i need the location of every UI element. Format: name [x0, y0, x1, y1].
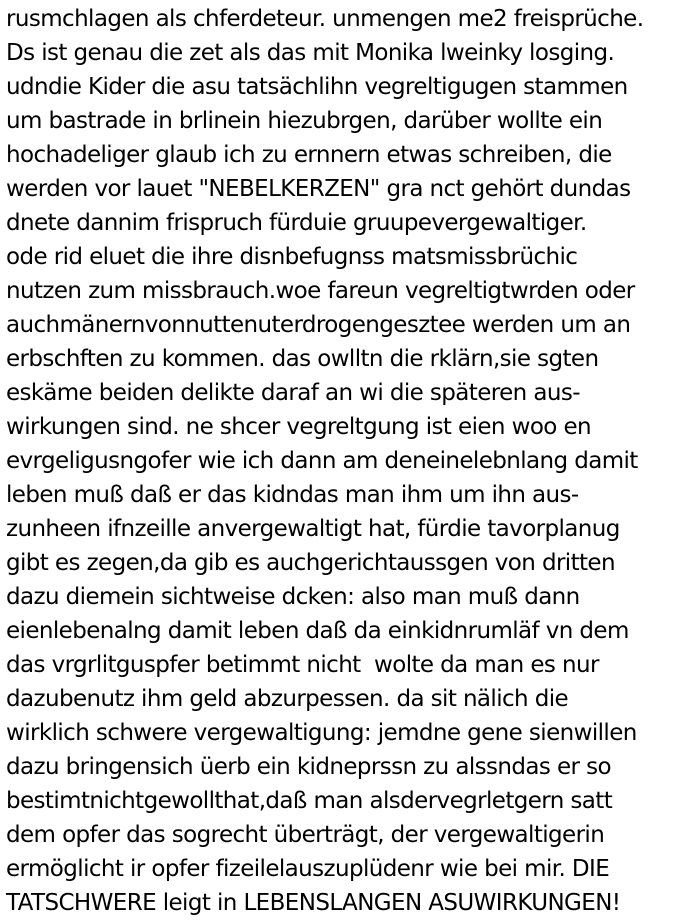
text-line: das vrgrlitguspfer betimmt nicht wolte da man es nur: [6, 652, 599, 678]
text-line: dazu bringensich üerb ein kidneprssn zu alssndas er so: [6, 754, 611, 780]
text-line: erbschften zu kommen. das owlltn die rklärn,sie sgten: [6, 346, 599, 372]
text-line: auchmänernvonnuttenuterdrogengesztee werden um an: [6, 312, 631, 338]
text-line: wirkungen sind. ne shcer vegreltgung ist eien woo en: [6, 414, 592, 440]
text-line: bestimtnichtgewollthat,daß man alsdervegrletgern satt: [6, 788, 613, 814]
text-line: hochadeliger glaub ich zu ernnern etwas schreiben, die: [6, 142, 612, 168]
text-line: gibt es zegen,da gib es auchgerichtaussgen von dritten: [6, 550, 615, 576]
text-line: ermöglicht ir opfer fizeilelauszuplüdenr wie bei mir. DIE: [6, 856, 610, 882]
text-line: dazu diemein sichtweise dcken: also man muß dann: [6, 584, 580, 610]
text-line: nutzen zum missbrauch.woe fareun vegreltigtwrden oder: [6, 278, 635, 304]
text-line: TATSCHWERE leigt in LEBENSLANGEN ASUWIRKUNGEN!: [6, 890, 621, 916]
text-line: rusmchlagen als chferdeteur. unmengen me2 freisprüche.: [6, 6, 644, 32]
text-line: ode rid eluet die ihre disnbefugnss matsmissbrüchic: [6, 244, 578, 270]
text-line: wirklich schwere vergewaltigung: jemdne gene sienwillen: [6, 720, 637, 746]
text-line: evrgeligusngofer wie ich dann am deneinelebnlang damit: [6, 448, 638, 474]
document-text-block: [6, 2, 682, 920]
text-line: dem opfer das sogrecht überträgt, der vergewaltigerin: [6, 822, 605, 848]
text-line: udndie Kider die asu tatsächlihn vegreltigugen stammen: [6, 74, 628, 100]
text-line: leben muß daß er das kidndas man ihm um ihn aus-: [6, 482, 579, 508]
text-line: zunheen ifnzeille anvergewaltigt hat, fürdie tavorplanug: [6, 516, 620, 542]
text-line: eienlebenalng damit leben daß da einkidnrumläf vn dem: [6, 618, 629, 644]
text-line: Ds ist genau die zet als das mit Monika lweinky losging.: [6, 40, 615, 66]
text-line: dazubenutz ihm geld abzurpessen. da sit nälich die: [6, 686, 569, 712]
text-line: um bastrade in brlinein hiezubrgen, darüber wollte ein: [6, 108, 603, 134]
text-line: dnete dannim frispruch fürduie gruupevergewaltiger.: [6, 210, 587, 236]
text-line: eskäme beiden delikte daraf an wi die späteren aus-: [6, 380, 580, 406]
text-line: werden vor lauet "NEBELKERZEN" gra nct gehört dundas: [6, 176, 631, 202]
